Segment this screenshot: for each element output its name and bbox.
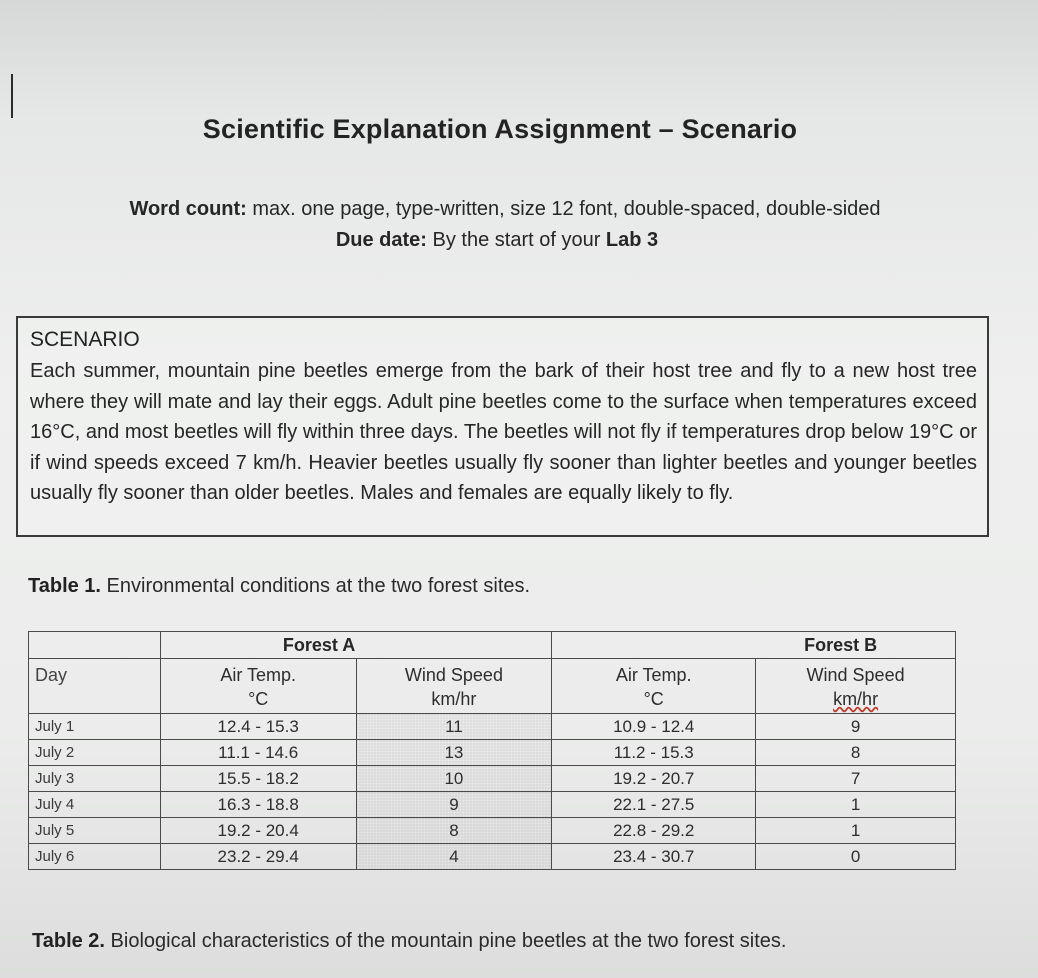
cell-wind-b: 7 (756, 766, 956, 792)
table2-caption-label: Table 2. (32, 930, 105, 952)
column-header-temp-a-line2: °C (248, 689, 269, 709)
due-date-label: Due date: (335, 229, 427, 251)
scenario-text: Each summer, mountain pine beetles emerge from the bark of their host tree and fly to a new host tree where they will mate and lay their eggs. Adult pine beetles come to the surface when temperatures exceed 16°C, and most beetles will fly within three days. The beetles will not fly if temperatures drop below 19°C or if wind speeds exceed 7 km/h. Heavier beetles usually fly sooner than lighter beetles and younger beetles usually fly sooner than older beetles. Males and females are equally likely to fly. (30, 360, 977, 504)
word-count-line (0, 198, 1010, 221)
table1-caption-text: Environmental conditions at the two forest sites. (101, 575, 531, 597)
cell-temp-b: 22.8 - 29.2 (552, 818, 756, 844)
cell-temp-b: 23.4 - 30.7 (552, 844, 756, 870)
cell-wind-b: 1 (756, 818, 956, 844)
cell-day: July 3 (29, 766, 161, 792)
cell-temp-a: 12.4 - 15.3 (160, 714, 356, 740)
group-header-forest-b: Forest B (552, 632, 956, 659)
cell-temp-b: 11.2 - 15.3 (552, 740, 756, 766)
cell-temp-a: 16.3 - 18.8 (160, 792, 356, 818)
column-header-temp-a-line1: Air Temp. (220, 665, 297, 685)
cell-day: July 2 (29, 740, 161, 766)
cell-wind-a: 10 (356, 766, 552, 792)
table-group-header-row (29, 632, 956, 659)
text-cursor (11, 74, 13, 118)
table-row (29, 792, 956, 818)
table2-caption-text: Biological characteristics of the mountain pine beetles at the two forest sites. (105, 930, 787, 952)
environment-table (28, 631, 956, 870)
column-header-wind-b (756, 659, 956, 714)
column-header-day: Day (29, 659, 161, 714)
cell-temp-a: 11.1 - 14.6 (160, 740, 356, 766)
word-count-label: Word count: (129, 198, 247, 220)
cell-temp-b: 22.1 - 27.5 (552, 792, 756, 818)
column-header-temp-b-line2: °C (643, 689, 664, 709)
table2-caption (32, 930, 786, 953)
cell-temp-a: 19.2 - 20.4 (160, 818, 356, 844)
cell-wind-b: 8 (756, 740, 956, 766)
page-title: Scientific Explanation Assignment – Scenario (202, 114, 798, 144)
due-date-line (0, 229, 1002, 252)
cell-wind-a: 4 (356, 844, 552, 870)
column-header-temp-b-line1: Air Temp. (615, 665, 692, 685)
cell-temp-a: 15.5 - 18.2 (160, 766, 356, 792)
word-count-value: max. one page, type-written, size 12 font, double-spaced, double-sided (246, 198, 881, 220)
column-header-temp-b (552, 659, 756, 714)
group-header-forest-a: Forest A (160, 632, 551, 659)
due-date-value: By the start of your (426, 229, 606, 251)
cell-wind-b: 9 (756, 714, 956, 740)
cell-temp-a: 23.2 - 29.4 (160, 844, 356, 870)
scenario-box (16, 316, 989, 537)
table-row (29, 844, 956, 870)
cell-wind-b: 1 (756, 792, 956, 818)
cell-wind-a: 11 (356, 714, 552, 740)
column-header-wind-b-line1: Wind Speed (806, 665, 905, 685)
table-column-header-row (29, 659, 956, 714)
cell-wind-b: 0 (756, 844, 956, 870)
table-row (29, 766, 956, 792)
cell-wind-a: 8 (356, 818, 552, 844)
table-row (29, 714, 956, 740)
cell-day: July 4 (29, 792, 161, 818)
table-row (29, 740, 956, 766)
cell-day: July 1 (29, 714, 161, 740)
column-header-temp-a (160, 659, 356, 714)
cell-wind-a: 13 (356, 740, 552, 766)
cell-temp-b: 19.2 - 20.7 (552, 766, 756, 792)
cell-day: July 5 (29, 818, 161, 844)
column-header-wind-b-line2: km/hr (833, 689, 879, 709)
cell-day: July 6 (29, 844, 161, 870)
column-header-wind-a (356, 659, 552, 714)
group-header-empty (29, 632, 161, 659)
table1-caption-label: Table 1. (28, 575, 101, 597)
cell-temp-b: 10.9 - 12.4 (552, 714, 756, 740)
scenario-heading: SCENARIO (30, 328, 140, 351)
column-header-wind-a-line2: km/hr (431, 689, 477, 709)
column-header-wind-a-line1: Wind Speed (404, 665, 503, 685)
due-date-lab: Lab 3 (605, 229, 659, 251)
table1-caption (28, 575, 530, 598)
table-row (29, 818, 956, 844)
cell-wind-a: 9 (356, 792, 552, 818)
